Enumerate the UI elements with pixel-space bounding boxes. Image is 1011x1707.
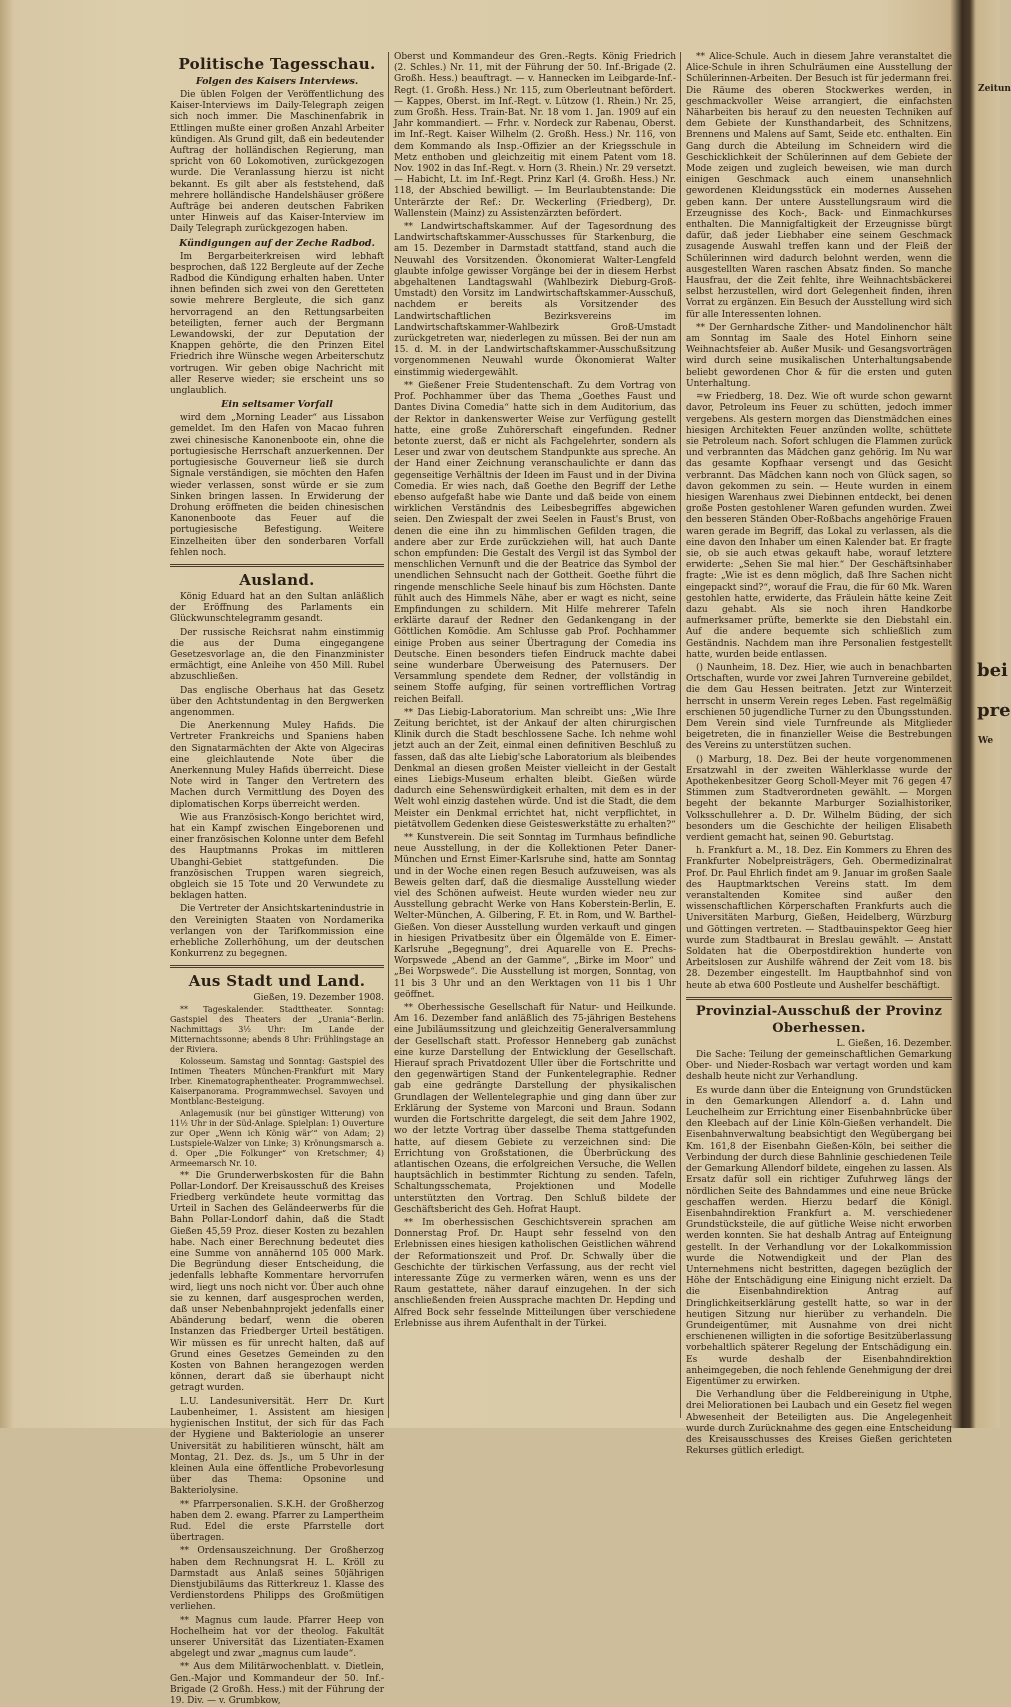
article-paragraph: Kolosseum. Samstag und Sonntag: Gastspiel des Intimen Theaters München-Frankfurt mit Mary Irber. Kinematographentheater. Programmwechsel. Kaiserpanorama. Programmwechsel. Savoyen und Montblanc-Besteigung. <box>170 1056 384 1106</box>
article-paragraph: ** Landwirtschaftskammer. Auf der Tagesordnung des Landwirtschaftskammer-Ausschusses für Starkenburg, die am 15. Dezember in Darmstadt stattfand, stand auch die Neuwahl des Vorsitzenden. Ökonomierat Walter-Lengfeld glaubte infolge gewisser Vorgänge bei der in diesem Herbst abgehaltenen Landtagswahl (Wahlbezirk Dieburg-Groß-Umstadt) den Vorsitz im Landwirtschaftskammer-Ausschuß, nachdem er bereits als Vorsitzender des Landwirtschaftlichen Bezirksvereins im Landwirtschaftskammer-Wahlbezirk Groß-Umstadt zurückgetreten war, niederlegen zu müssen. Bei der nun am 15. d. M. in der Landwirtschaftskammer-Ausschußsitzung vorgenommenen Neuwahl wurde Ökonomierat Walter einstimmig wiedergewählt. <box>394 222 676 378</box>
column-middle <box>394 52 676 1420</box>
adjacent-page-fragment: Zeitun <box>978 84 1011 94</box>
adjacent-page-strip <box>976 0 1011 1428</box>
article-paragraph: Das englische Oberhaus hat das Gesetz über den Achtstundentag in den Bergwerken angenommen. <box>170 685 384 718</box>
article-paragraph: Wie aus Französisch-Kongo berichtet wird, hat ein Kampf zwischen Eingeborenen und einer französischen Kolonne unter dem Befehl des Hauptmanns Prokas im mittleren Ubanghi-Gebiet stattgefunden. Die französischen Truppen waren siegreich, obgleich sie 15 Tote und 20 Verwundete zu beklagen hatten. <box>170 812 384 902</box>
article-paragraph: ** Tageskalender. Stadttheater. Sonntag: Gastspiel des Theaters der „Urania“-Berlin. Nachmittags 3½ Uhr: Im Lande der Mitternachtssonne; abends 8 Uhr: Frühlingstage an der Riviera. <box>170 1004 384 1054</box>
article-paragraph: () Marburg, 18. Dez. Bei der heute vorgenommenen Ersatzwahl in der zweiten Wählerklasse wurde der Apothekenbesitzer Georg Scholl-Meyer mit 76 gegen 47 Stimmen zum Stadtverordneten gewählt. — Morgen begeht der bekannte Marburger Sozialhistoriker, Volksschullehrer a. D. Dr. Wilhelm Büding, der sich besonders um die Geschichte der heiligen Elisabeth verdient gemacht hat, seinen 90. Geburtstag. <box>686 754 952 844</box>
section-divider <box>170 564 384 567</box>
article-paragraph: ** Oberhessische Gesellschaft für Natur- und Heilkunde. Am 16. Dezember fand anläßlich des 75-jährigen Bestehens eine Jubiläumssitzung und gleichzeitig Generalversammlung der Gesellschaft statt. Professor Henneberg gab zunächst eine kurze Darstellung der Entwicklung der Gesellschaft. Hierauf sprach Privatdozent Uller über die Fortschritte und den gegenwärtigen Stand der Funkentelegraphie. Redner gab eine gedrängte Darstellung der physikalischen Grundlagen der Wellentelegraphie und ging dann über zur Erklärung der Systeme von Marconi und Braun. Sodann wurden die Fortschritte dargelegt, die seit dem Jahre 1902, wo der letzte Vortrag über dasselbe Thema stattgefunden hatte, auf diesem Gebiete zu verzeichnen sind: Die Errichtung von Großstationen, die Überbrückung des atlantischen Ozeans, die erfolgreichen Versuche, die Wellen hauptsächlich in bestimmter Richtung zu senden. Tafeln, Schaltungsschemata, Projektionen und Modelle unterstützten den Vortrag. Den Schluß bildete der Geschäftsbericht des Geh. Hofrat Haupt. <box>394 1003 676 1215</box>
article-paragraph: Es wurde dann über die Enteignung von Grundstücken in den Gemarkungen Allendorf a. d. Lahn und Leuchelheim zur Errichtung einer Eisenbahnbrücke über den Kleebach auf der Linie Köln-Gießen verhandelt. Die Eisenbahnverwaltung beabsichtigt den Wegübergang bei Km. 161,8 der Eisenbahn Gießen-Köln, bei seither die Verbindung der durch diese Bahnlinie geschiedenen Teile der Gemarkung Allendorf bildete, eingehen zu lassen. Als Ersatz dafür soll ein richtiger Zufuhrweg längs der nördlichen Seite des Bahndammes und eine neue Brücke geschaffen werden. Hierzu bedarf die Königl. Eisenbahndirektion Frankfurt a. M. verschiedener Grundstücksteile, die auf gütliche Weise nicht erworben werden konnten. Sie hat deshalb Antrag auf Enteignung gestellt. In der Verhandlung vor der Lokalkommission wurde die Notwendigkeit und der Plan des Unternehmens nicht bestritten, dagegen bezüglich der Höhe der Entschädigung eine Einigung nicht erzielt. Da die Eisenbahndirektion Antrag auf Dringlichkeitserklärung gestellt hatte, so war in der heutigen Sitzung nur hierüber zu verhandeln. Die Grundeigentümer, mit Ausnahme von drei nicht erschienenen willigten in die sofortige Besitzüberlassung vorbehaltlich späterer Regelung der Entschädigung ein. Es wurde deshalb der Eisenbahndirektion anheimgegeben, die noch fehlende Genehmigung der drei Eigentümer zu erwirken. <box>686 1085 952 1387</box>
section-divider <box>686 997 952 1000</box>
column-left <box>170 52 384 1706</box>
article-paragraph: Die Verhandlung über die Feldbereinigung in Utphe, drei Meliorationen bei Laubach und ein Gesetz fiel wegen Abwesenheit der Beteiligten aus. Die Angelegenheit wurde durch Zurücknahme des gegen eine Entscheidung des Kreisausschusses des Kreises Gießen gerichteten Rekurses gütlich erledigt. <box>686 1390 952 1457</box>
article-paragraph: wird dem „Morning Leader“ aus Lissabon gemeldet. Im den Hafen von Macao fuhren zwei chinesische Kanonenboote ein, ohne die portugiesische Herrschaft anzuerkennen. Der portugiesische Gouverneur ließ sie durch Signale verständigen, sie möchten den Hafen wieder verlassen, sonst würde er sie zum Sinken bringen lassen. In Erwiderung der Drohung eröffneten die beiden chinesischen Kanonenboote das Feuer auf die portugiesische Befestigung. Weitere Einzelheiten über den sonderbaren Vorfall fehlen noch. <box>170 413 384 558</box>
article-paragraph: ** Kunstverein. Die seit Sonntag im Turmhaus befindliche neue Ausstellung, in der die Kollektionen Peter Daner-München und Ernst Eimer-Karlsruhe sind, hatte am Sonntag und in der Woche einen regen Besuch aufzuweisen, was als Beweis gelten darf, daß die diesmalige Ausstellung wieder viel des Schönen aufweist. Heute wurden wieder neu zur Ausstellung gebracht Werke von Hans Koberstein-Berlin, E. Welter-München, A. Gilbering, F. Et. in Rom, und W. Barthel-Gießen. Von dieser Ausstellung wurden verkauft und gingen in hiesigen Privatbesitz über ein Ölgemälde von E. Eimer-Karlsruhe „Begegnung“, drei Aquarelle von E. Prechs-Worpswede „Abend an der Gamme“, „Birke im Moor“ und „Bei Worpswede“. Die Ausstellung ist morgen, Sonntag, von 11 bis 3 Uhr und an den Werktagen von 11 bis 1 Uhr geöffnet. <box>394 833 676 1000</box>
article-paragraph: ** Im oberhessischen Geschichtsverein sprachen am Donnerstag Prof. Dr. Haupt sehr fesselnd von den Erlebnissen eines hiesigen katholischen Geistlichen während der Reformationszeit und Prof. Dr. Schwally über die Geschichte der türkischen Verfassung, aus der recht viel interessante Züge zu vermerken wären, wenn es uns der Raum gestattete, näher darauf einzugehen. In der sich anschließenden freien Aussprache machten Dr. Hepding und Alfred Bock sehr fesselnde Mitteilungen über verschiedene Erlebnisse aus ihrem Aufenthalt in der Türkei. <box>394 1217 676 1329</box>
article-paragraph: Der russische Reichsrat nahm einstimmig die aus der Duma eingegangene Gesetzesvorlage an, die den Finanzminister ermächtigt, eine Anleihe von 450 Mill. Rubel abzuschließen. <box>170 627 384 683</box>
section-divider <box>170 965 384 968</box>
article-paragraph: Oberst und Kommandeur des Gren.-Regts. König Friedrich (2. Schles.) Nr. 11, mit der Führung der 50. Inf.-Brigade (2. Großh. Hess.) beauftragt. — v. Hannecken im Leibgarde-Inf.-Regt. (1. Großh. Hess.) Nr. 115, zum Oberleutnant befördert. — Kappes, Oberst. im Inf.-Regt. v. Lützow (1. Rhein.) Nr. 25, zum Großh. Hess. Train-Bat. Nr. 18 vom 1. Jan. 1909 auf ein Jahr kommandiert. — Frhr. v. Nordeck zur Rabenau, Oberst. im Inf.-Regt. Kaiser Wilhelm (2. Großh. Hess.) Nr. 116, von dem Kommando als Insp.-Offizier an der Kriegsschule in Metz enthoben und gleichzeitig mit einem Patent vom 18. Nov. 1902 in das Inf.-Regt. v. Horn (3. Rhein.) Nr. 29 versetzt. — Habicht, Lt. im Inf.-Regt. Prinz Karl (4. Großh. Hess.) Nr. 118, der Abschied bewilligt. — Im Beurlaubtenstande: Die Unterärzte der Ref.: Dr. Weckerling (Friedberg), Dr. Wallenstein (Mainz) zu Assistenzärzten befördert. <box>394 52 676 219</box>
column-rule <box>388 52 389 1418</box>
section-heading-politisch: Politische Tagesschau. <box>178 55 376 73</box>
section-heading-stadt: Aus Stadt und Land. <box>188 972 366 991</box>
adjacent-page-fragment: bei <box>977 660 1008 681</box>
article-paragraph: ** Aus dem Militärwochenblatt. v. Dietlein, Gen.-Major und Kommandeur der 50. Inf.-Brigade (2 Großh. Hess.) mit der Führung der 19. Div. — v. Grumbkow, <box>170 1662 384 1706</box>
section-heading-ausland: Ausland. <box>239 570 315 589</box>
adjacent-page-fragment: We <box>978 736 994 746</box>
adjacent-page-fragment: pre <box>977 700 1011 721</box>
article-paragraph: König Eduard hat an den Sultan anläßlich der Eröffnung des Parlaments ein Glückwunschtelegramm gesandt. <box>170 591 384 625</box>
dateline: L. Gießen, 16. Dezember. <box>836 1038 952 1049</box>
article-paragraph: L.U. Landesuniversität. Herr Dr. Kurt Laubenheimer, 1. Assistent am hiesigen hygienischen Institut, der sich für das Fach der Hygiene und Bakteriologie an unserer Universität zu habilitieren wünscht, hält am Montag, 21. Dez. ds. Js., um 5 Uhr in der kleinen Aula eine öffentliche Probevorlesung über das Thema: Opsonine und Bakteriolysine. <box>170 1396 384 1497</box>
article-paragraph: h. Frankfurt a. M., 18. Dez. Ein Kommers zu Ehren des Frankfurter Nobelpreisträgers, Geh. Obermedizinalrat Prof. Dr. Paul Ehrlich findet am 9. Januar im großen Saale des Hauptmarktschen Vereins statt. Im dem veranstaltenden Komitee sind außer den wissenschaftlichen Körperschaften Frankfurts auch die Universitäten Marburg, Gießen, Heidelberg, Würzburg und Göttingen vertreten. — Stadtbauinspektor Geeg hier wurde zum Stadtbaurat in Breslau gewählt. — Anstatt Soldaten hat die Oberpostdirektion hunderte von Arbeitslosen zur Aushilfe während der Zeit vom 18. bis 28. Dezember eingestellt. Im Hauptbahnhof sind von heute ab etwa 600 Postleute und Aushelfer beschäftigt. <box>686 846 952 991</box>
article-paragraph: ** Magnus cum laude. Pfarrer Heep von Hochelheim hat vor der theolog. Fakultät unserer Universität das Lizentiaten-Examen abgelegt und zwar „magnus cum laude“. <box>170 1615 384 1660</box>
dateline: Gießen, 19. Dezember 1908. <box>253 993 384 1004</box>
article-subheading: Folgen des Kaisers Interviews. <box>195 76 359 87</box>
article-paragraph: ** Gießener Freie Studentenschaft. Zu dem Vortrag von Prof. Pochhammer über das Thema „Goethes Faust und Dantes Divina Comedia“ hatte sich in dem Auditorium, das der Rektor in dankenswerter Weise zur Verfügung gestellt hatte, eine große Zuhörerschaft eingefunden. Redner betonte zuerst, daß er nicht als Fachgelehrter, sondern als Leser und zwar von deutschem Standpunkte aus spreche. An der Hand einer Zeichnung veranschaulichte er dann das gegenseitige Verhältnis der Ideen im Faust und in der Divina Comedia. Er wies nach, daß Goethe den Begriff der Lethe ebenso aufgefaßt habe wie Dante und daß beide von einem wirklichen Verständnis des Leibesbegriffes abgewichen seien. Den Zwiespalt der zwei Seelen in Faust's Brust, von denen die eine ihn zu himmlischen Gefilden tragen, die andere aber zur Erde zurückziehen will, hat auch Dante schon empfunden: Die Gestalt des Vergil ist das Symbol der menschlichen Vernunft und die der Beatrice das Symbol der unendlichen Sehnsucht nach der Gottheit. Goethe führt die ringende menschliche Seele hinauf bis zum Höchsten. Dante fühlt auch des Himmels Nähe, aber er wagt es nicht, seine Empfindungen zu schildern. Mit Hilfe mehrerer Tafeln erklärte darauf der Redner den Gedankengang in der Göttlichen Komödie. Am Schlusse gab Prof. Pochhammer einige Proben aus seiner Übertragung der Comedia ins Deutsche. Einen besonders tiefen Eindruck machte dabei seine wunderbare Überweisung des Paternusers. Der Versammlung spendete dem Redner, der vollständig in seinem Stoffe aufging, für seinen vortrefflichen Vortrag reichen Beifall. <box>394 380 676 705</box>
article-paragraph: Die üblen Folgen der Veröffentlichung des Kaiser-Interviews im Daily-Telegraph zeigen sich noch immer. Die Maschinenfabrik in Ettlingen mußte einer großen Anzahl Arbeiter kündigen. Als Grund gilt, daß ein bedeutender Auftrag der holländischen Regierung, man spricht von 60 Lokomotiven, zurückgezogen wurde. Die Veranlassung hierzu ist nicht bekannt. Es gilt aber als feststehend, daß mehrere holländische Handelshäuser größere Aufträge bei anderen deutschen Fabriken unter Hinweis auf das Kaiser-Interview im Daily Telegraph zurückgezogen haben. <box>170 90 384 235</box>
article-paragraph: ** Pfarrpersonalien. S.K.H. der Großherzog haben dem 2. ewang. Pfarrer zu Lampertheim Rud. Edel die erste Pfarrstelle dort übertragen. <box>170 1499 384 1544</box>
article-paragraph: Anlagemusik (nur bei günstiger Witterung) von 11½ Uhr in der Süd-Anlage. Spielplan: 1) Ouverture zur Oper „Wenn ich König wär’“ von Adam; 2) Lustspiele-Walzer von Linke; 3) Krönungsmarsch a. d. Oper „Die Folkunger“ von Kretschmer; 4) Armeemarsch Nr. 10. <box>170 1108 384 1168</box>
column-right <box>686 52 952 1457</box>
column-rule <box>680 52 681 1418</box>
article-paragraph: Die Sache: Teilung der gemeinschaftlichen Gemarkung Ober- und Nieder-Rosbach war vertagt worden und kam deshalb heute nicht zur Verhandlung. <box>686 1050 952 1083</box>
article-paragraph: ** Der Gernhardsche Zither- und Mandolinenchor hält am Sonntag im Saale des Hotel Einhorn seine Weihnachtsfeier ab. Außer Musik- und Gesangsvorträgen wird durch seine musikalischen Unterhaltungsabende beliebt gewordenen Chor & für die ersten und guten Unterhaltung. <box>686 322 952 389</box>
article-paragraph: =w Friedberg, 18. Dez. Wie oft wurde schon gewarnt davor, Petroleum ins Feuer zu schütten, jedoch immer vergebens. Als gestern morgen das Dienstmädchen eines hiesigen Architekten Feuer anzünden wollte, schüttete sie Petroleum nach. Sofort schlugen die Flammen zurück und verbrannten das Mädchen ganz gehörig. Im Nu war das gesamte Kopfhaar versengt und das Gesicht verbrannt. Das Mädchen kann noch von Glück sagen, so davon gekommen zu sein. — Heute wurden in einem hiesigen Warenhaus zwei Diebinnen entdeckt, bei denen große Posten gestohlener Waren gefunden wurden. Zwei den besseren Ständen Ober-Roßbachs angehörige Frauen waren gerade im Begriff, das Lokal zu verlassen, als die eine davon den Inhaber um einen Kalender bat. Er fragte sie, ob sie auch etwas gekauft habe, worauf letztere erwiderte: „Sehen Sie mal hier.“ Der Geschäftsinhaber fragte: „Wie ist es denn möglich, daß Ihre Sachen nicht eingepackt sind?“, worauf die Frau, die für 60 Mk. Waren gestohlen hatte, erwiderte, das Fräulein hätte keine Zeit dazu gehabt. Als sie noch ihren Handkorbe aufmerksamer prüfte, bemerkte sie den Diebstahl ein. Auf die andere bequemte sich schließlich zum Geständnis. Nachdem man ihre Personalien festgestellt hatte, wurden beide entlassen. <box>686 392 952 660</box>
article-subheading: Kündigungen auf der Zeche Radbod. <box>179 237 375 249</box>
article-paragraph: Im Bergarbeiterkreisen wird lebhaft besprochen, daß 122 Bergleute auf der Zeche Radbod die Kündigung erhalten haben. Unter ihnen befinden sich zwei von den Geretteten sowie mehrere Bergleute, die sich ganz hervorragend an den Rettungsarbeiten beteiligten, ferner auch der Bergmann Lewandowski, der zur Deputation der Knappen gehörte, die den Prinzen Eitel Friedrich ihre Wünsche wegen Arbeiterschutz vortrugen. Wir geben obige Nachricht mit aller Reserve wieder; sie erscheint uns so unglaublich. <box>170 251 384 397</box>
article-paragraph: ** Das Liebig-Laboratorium. Man schreibt uns: „Wie Ihre Zeitung berichtet, ist der Ankauf der alten chirurgischen Klinik durch die Stadt beschlossene Sache. Ich nehme wohl jetzt auch an der Zeit, einmal einen definitiven Beschluß zu fassen, daß das alte Liebig'sche Laboratorium als bleibendes Denkmal an diesen großen Meister vielleicht in der Gestalt eines Liebigs-Museum erhalten bleibt. Gießen würde dadurch eine Sehenswürdigkeit erhalten, mit dem es in der Welt wohl einzig dastehen würde. Und ist die Stadt, die dem Meister ein Denkmal errichtet hat, nicht verpflichtet, in pietätvollem Gedenken diese Geisteswerkstätte zu erhalten?“ <box>394 707 676 830</box>
article-paragraph: Die Vertreter der Ansichtskartenindustrie in den Vereinigten Staaten von Nordamerika verlangen von der Tarifkommission eine erhebliche Zollerhöhung, um der deutschen Konkurrenz zu begegnen. <box>170 904 384 960</box>
article-subheading: Ein seltsamer Vorfall <box>221 399 333 411</box>
article-paragraph: () Naunheim, 18. Dez. Hier, wie auch in benachbarten Ortschaften, wurde vor zwei Jahren Turnvereine gebildet, die dem Gau Hessen beitraten. Jetzt zur Winterzeit herrscht in unserm Verein reges Leben. Fast regelmäßig erschienen 50 jugendliche Turner zu den Übungsstunden. Dem Verein sind viele Turnfreunde als Mitglieder beigetreten, die in finanzieller Weise die Bestrebungen des Vereins zu unterstützen suchen. <box>686 662 952 752</box>
article-paragraph: Die Anerkennung Muley Hafids. Die Vertreter Frankreichs und Spaniens haben den Signatarmächten der Akte von Algeciras eine gleichlautende Note über die Anerkennung Muley Hafids überreicht. Diese Note wird in Tanger den Vertretern des Machen durch Vermittlung des Doyen des diplomatischen Korps überreicht werden. <box>170 721 384 810</box>
article-paragraph: ** Ordensauszeichnung. Der Großherzog haben dem Rechnungsrat H. L. Kröll zu Darmstadt aus Anlaß seines 50jährigen Dienstjubiläums das Ritterkreuz 1. Klasse des Verdienstordens Philipps des Großmütigen verliehen. <box>170 1546 384 1613</box>
article-paragraph: ** Alice-Schule. Auch in diesem Jahre veranstaltet die Alice-Schule in ihren Schulräumen eine Ausstellung der Schülerinnen-Arbeiten. Der Besuch ist für jedermann frei. Die Räume des oberen Stockwerkes werden, in geschmackvoller Weise arrangiert, die einfachsten Näharbeiten bis herauf zu den neuesten Techniken auf dem Gebiete der Kunsthandarbeit, des Schnitzens, Brennens und Malens auf Samt, Seide etc. enthalten. Ein Gang durch die Abteilung im Schneidern wird die Geschicklichkeit der Schülerinnen auf dem Gebiete der Mode zeigen und zugleich beweisen, wie man durch einigen Geschmack auch einem unansehnlich gewordenen Kleidungsstück ein modernes Aussehen geben kann. Der untere Ausstellungsraum wird die Erzeugnisse des Koch-, Back- und Einmachkurses enthalten. Die Mannigfaltigkeit der Erzeugnisse bürgt dafür, daß jeder Liebhaber eine seinem Geschmack zusagende Auswahl treffen kann und der Fleiß der Schülerinnen wird dadurch belohnt werden, wenn die ausgestellten Waren raschen Absatz finden. So manche Hausfrau, der die Zeit fehlte, ihre Weihnachtsbäckerei selbst herzustellen, wird dort Gelegenheit finden, ihren Vorrat zu ergänzen. Ein Besuch der Ausstellung wird sich für alle Interessenten lohnen. <box>686 52 952 320</box>
article-paragraph: ** Die Grunderwerbskosten für die Bahn Pollar-Londorf. Der Kreisausschuß des Kreises Friedberg verkündete heute vormittag das Urteil in Sachen des Geländeerwerbs für die Bahn Pollar-Londorf dahin, daß die Stadt Gießen 45,59 Proz. dieser Kosten zu bezahlen habe. Nach einer Berechnung bedeutet dies eine Summe von annähernd 105 000 Mark. Die Begründung dieser Entscheidung, die jedenfalls lebhafte Kommentare hervorrufen wird, liegt uns noch nicht vor. Über auch ohne sie zu kennen, darf ausgesprochen werden, daß unser Nebenbahnprojekt jedenfalls einer Abänderung bedarf, wenn die oberen Instanzen das Friedberger Urteil bestätigen. Wir müssen es für unrecht halten, daß auf Grund eines Gesetzes Gemeinden zu den Kosten von Bahnen herangezogen werden können, derart daß sie überhaupt nicht getragt wurden. <box>170 1170 384 1394</box>
section-heading-provinzial: Provinzial-Ausschuß der Provinz Oberhessen. <box>695 1003 943 1036</box>
